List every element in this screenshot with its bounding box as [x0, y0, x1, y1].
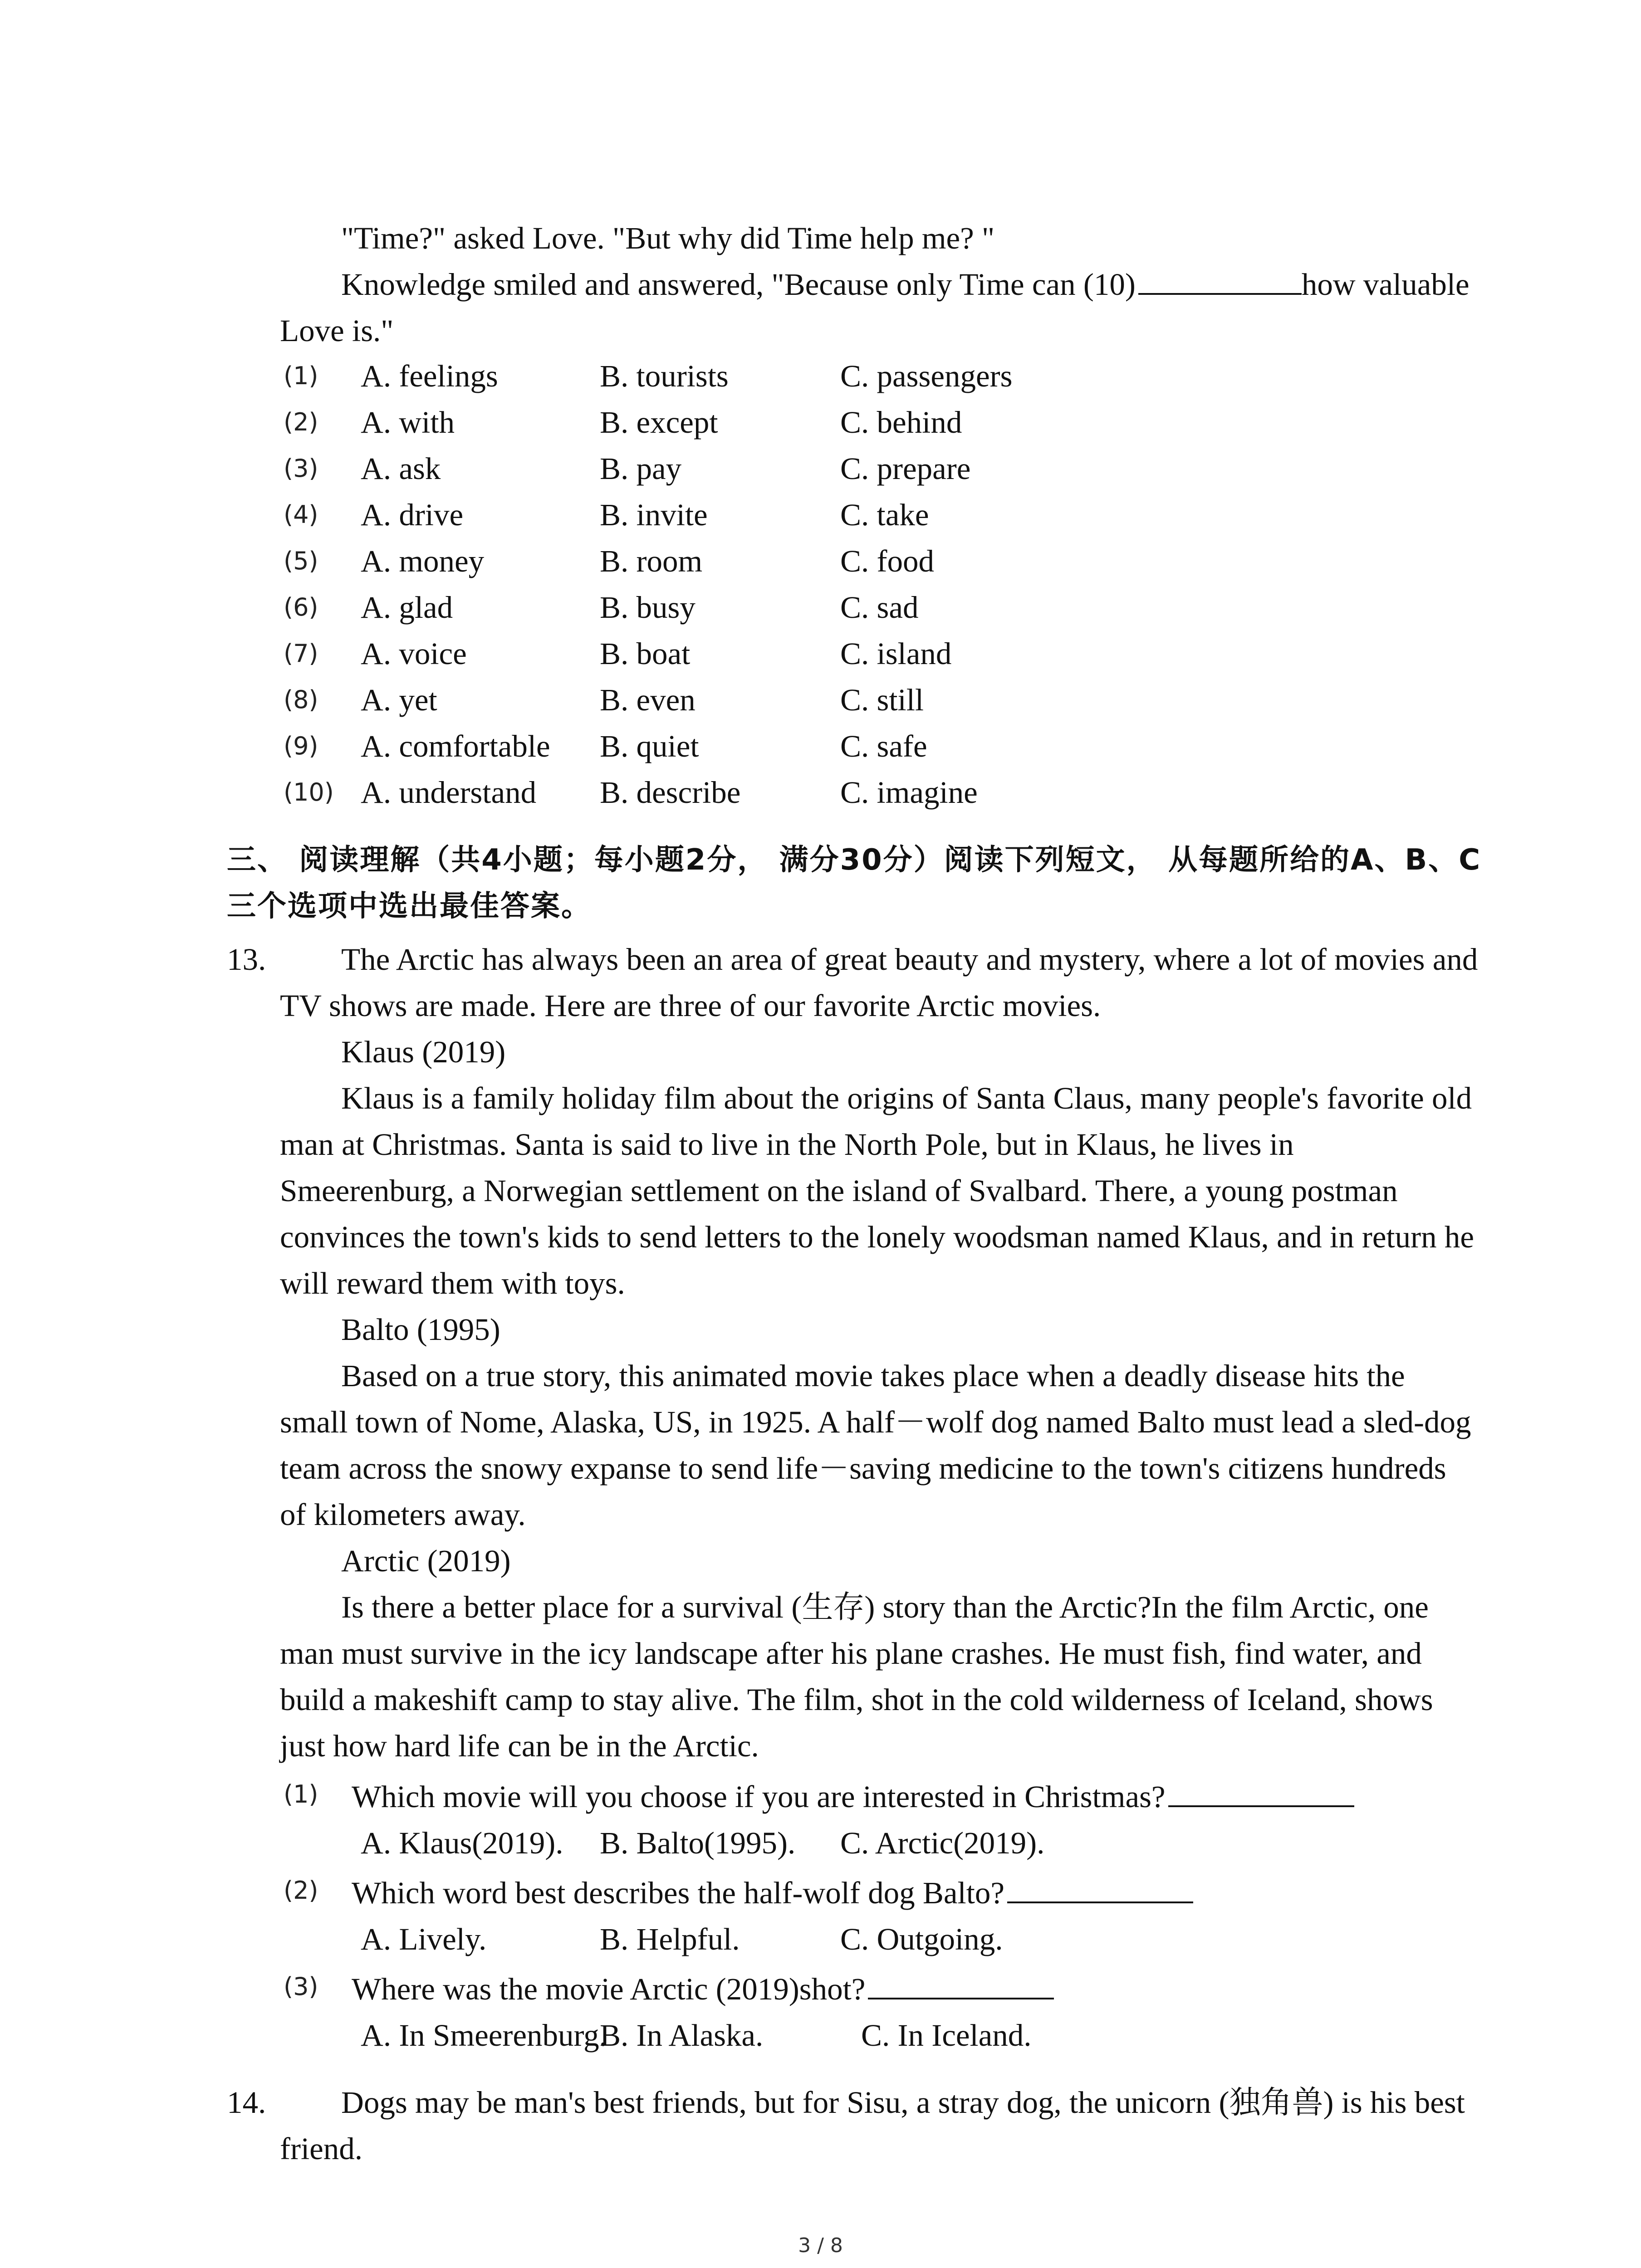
option-c[interactable]: C. island: [840, 636, 952, 671]
passage-line: Is there a better place for a survival (生存) story than the Arctic?In the film Arctic, one: [341, 1590, 1429, 1624]
option-row: (3) A. ask B. pay C. prepare: [0, 445, 1641, 492]
option-row: (10) A. understand B. describe C. imagine: [0, 769, 1641, 816]
movie-title: Arctic (2019): [341, 1544, 511, 1578]
option-row: (5) A. money B. room C. food: [0, 538, 1641, 584]
option-c[interactable]: C. Arctic(2019).: [840, 1826, 1045, 1860]
option-a[interactable]: A. Lively.: [361, 1922, 487, 1956]
option-b[interactable]: B. even: [600, 683, 696, 717]
option-b[interactable]: B. busy: [600, 590, 696, 625]
answer-blank[interactable]: [1007, 1874, 1193, 1903]
option-row: (6) A. glad B. busy C. sad: [0, 584, 1641, 631]
option-row: (8) A. yet B. even C. still: [0, 677, 1641, 723]
option-b[interactable]: B. except: [600, 405, 718, 440]
option-b[interactable]: B. pay: [600, 451, 682, 486]
passage-line: Love is.": [280, 313, 394, 348]
option-b[interactable]: B. Helpful.: [600, 1922, 740, 1956]
answer-blank[interactable]: [1138, 266, 1302, 295]
exam-page: "Time?" asked Love. "But why did Time help me? " Knowledge smiled and answered, "Because only Time can (10) how valuable Love is." (1) A. feelings B. tourists C. passengers (2) A. with B. except C. behind (3) A. ask B. pay C. prepare (4) A. drive B. invite C. take (5) A. money B. room C. food (6) A. glad B. busy C. sad (7) A. voice B. boat C. island (8) A. yet B. even C. still (9) A. comfortable B. quiet C. safe (10) A. understand B. describe C. imagine 三、 阅读理解（共4小题；每小题2分， 满分30分）阅读下列短文， 从每题所给的A、B、C 三个选项中选出最佳答案。 13. The Arctic has always been an area of great beauty and mystery, where a lot of movies and TV shows are made. Here are three of our favorite Arctic movies. Klaus (2019) Klaus is a family holiday film about the origins of Santa Claus, many people's favorite old man at Christmas. Santa is said to live in the North Pole, but in Klaus, he lives in Smeerenburg, a Norwegian settlement on the island of Svalbard. There, a young postman convinces the town's kids to send letters to the lonely woodsman named Klaus, and in return he will reward them with toys. Balto (1995) Based on a true story, this animated movie takes place when a deadly disease hits the small town of Nome, Alaska, US, in 1925. A half－wolf dog named Balto must lead a sled-dog team across the snowy expanse to send life－saving medicine to the town's citizens hundreds of kilometers away. Arctic (2019) Is there a better place for a survival (生存) story than the Arctic?In the film Arctic, one man must survive in the icy landscape after his plane crashes. He must fish, find water, and build a makeshift camp to stay alive. The film, shot in the cold wilderness of Iceland, shows just how hard life can be in the Arctic. (1) Which movie will you choose if you are interested in Christmas? A. Klaus(2019). B. Balto(1995). C. Arctic(2019). (2) Which word best describes the half-wolf dog Balto? A. Lively. B. Helpful. C. Outgoing. (3) Where was the movie Arctic (2019)shot? A. In Smeerenburg. B. In Alaska. C. In Iceland. 14. Dogs may be man's best friends, but for Sisu, a stray dog, the unicorn (独角兽) is his best friend. 3 / 8: [0, 0, 1641, 2268]
section-heading: 三个选项中选出最佳答案。: [227, 890, 592, 923]
option-a[interactable]: A. feelings: [361, 359, 498, 393]
option-a[interactable]: A. In Smeerenburg.: [361, 2018, 607, 2053]
option-c[interactable]: C. take: [840, 498, 929, 532]
answer-blank[interactable]: [1168, 1778, 1354, 1807]
option-c[interactable]: C. sad: [840, 590, 919, 625]
option-a[interactable]: A. yet: [361, 683, 437, 717]
passage-line: "Time?" asked Love. "But why did Time help me? ": [341, 221, 995, 255]
option-b[interactable]: B. invite: [600, 498, 708, 532]
movie-title: Klaus (2019): [341, 1035, 506, 1069]
option-a[interactable]: A. with: [361, 405, 455, 440]
option-a[interactable]: A. money: [361, 544, 485, 578]
passage-line: build a makeshift camp to stay alive. The film, shot in the cold wilderness of Iceland, shows: [280, 1682, 1433, 1717]
option-c[interactable]: C. passengers: [840, 359, 1013, 393]
passage-line: The Arctic has always been an area of great beauty and mystery, where a lot of movies and: [341, 942, 1478, 977]
sub-question: Where was the movie Arctic (2019)shot?: [352, 1966, 1054, 2012]
option-row: (2) A. with B. except C. behind: [0, 399, 1641, 445]
passage-line: convinces the town's kids to send letters to the lonely woodsman named Klaus, and in return he: [280, 1220, 1474, 1254]
passage-line: Klaus is a family holiday film about the origins of Santa Claus, many people's favorite old: [341, 1081, 1472, 1115]
passage-line: Smeerenburg, a Norwegian settlement on the island of Svalbard. There, a young postman: [280, 1173, 1398, 1208]
option-a[interactable]: A. understand: [361, 775, 537, 810]
passage-line: Knowledge smiled and answered, "Because only Time can (10) how valuable: [341, 261, 1470, 308]
option-c[interactable]: C. food: [840, 544, 934, 578]
sub-question: Which word best describes the half-wolf dog Balto?: [352, 1870, 1193, 1916]
option-row: (9) A. comfortable B. quiet C. safe: [0, 723, 1641, 769]
option-b[interactable]: B. room: [600, 544, 703, 578]
passage-line: friend.: [280, 2131, 363, 2166]
question-number: 14.: [227, 2085, 266, 2120]
question-number: 13.: [227, 942, 266, 977]
option-row: (7) A. voice B. boat C. island: [0, 631, 1641, 677]
option-c[interactable]: C. still: [840, 683, 924, 717]
option-b[interactable]: B. In Alaska.: [600, 2018, 764, 2053]
page-number: 3 / 8: [798, 2234, 843, 2257]
passage-line: just how hard life can be in the Arctic.: [280, 1729, 759, 1763]
option-row: (1) A. feelings B. tourists C. passengers: [0, 353, 1641, 399]
option-row: (4) A. drive B. invite C. take: [0, 492, 1641, 538]
passage-line: Based on a true story, this animated movie takes place when a deadly disease hits the: [341, 1359, 1405, 1393]
option-b[interactable]: B. tourists: [600, 359, 729, 393]
option-a[interactable]: A. Klaus(2019).: [361, 1826, 563, 1860]
option-a[interactable]: A. voice: [361, 636, 467, 671]
passage-line: man must survive in the icy landscape after his plane crashes. He must fish, find water, and: [280, 1636, 1422, 1671]
option-b[interactable]: B. Balto(1995).: [600, 1826, 796, 1860]
passage-line: man at Christmas. Santa is said to live in the North Pole, but in Klaus, he lives in: [280, 1127, 1294, 1162]
passage-line: Dogs may be man's best friends, but for Sisu, a stray dog, the unicorn (独角兽) is his best: [341, 2085, 1465, 2120]
passage-line: will reward them with toys.: [280, 1266, 625, 1300]
option-b[interactable]: B. boat: [600, 636, 691, 671]
passage-line: of kilometers away.: [280, 1497, 526, 1532]
passage-line: small town of Nome, Alaska, US, in 1925. A half－wolf dog named Balto must lead a sled-dog: [280, 1405, 1471, 1439]
option-a[interactable]: A. glad: [361, 590, 453, 625]
option-c[interactable]: C. safe: [840, 729, 927, 763]
option-b[interactable]: B. quiet: [600, 729, 699, 763]
sub-question: Which movie will you choose if you are interested in Christmas?: [352, 1774, 1354, 1820]
option-c[interactable]: C. Outgoing.: [840, 1922, 1003, 1956]
movie-title: Balto (1995): [341, 1312, 500, 1347]
option-b[interactable]: B. describe: [600, 775, 741, 810]
option-a[interactable]: A. comfortable: [361, 729, 550, 763]
option-a[interactable]: A. drive: [361, 498, 464, 532]
option-c[interactable]: C. prepare: [840, 451, 971, 486]
answer-blank[interactable]: [868, 1970, 1054, 1999]
option-a[interactable]: A. ask: [361, 451, 441, 486]
option-c[interactable]: C. imagine: [840, 775, 978, 810]
passage-line: team across the snowy expanse to send life－saving medicine to the town's citizens hundreds: [280, 1451, 1446, 1486]
option-c[interactable]: C. behind: [840, 405, 962, 440]
option-c[interactable]: C. In Iceland.: [861, 2018, 1032, 2053]
section-heading: 三、 阅读理解（共4小题；每小题2分， 满分30分）阅读下列短文， 从每题所给的A、B、C: [227, 843, 1482, 877]
passage-line: TV shows are made. Here are three of our favorite Arctic movies.: [280, 988, 1101, 1023]
